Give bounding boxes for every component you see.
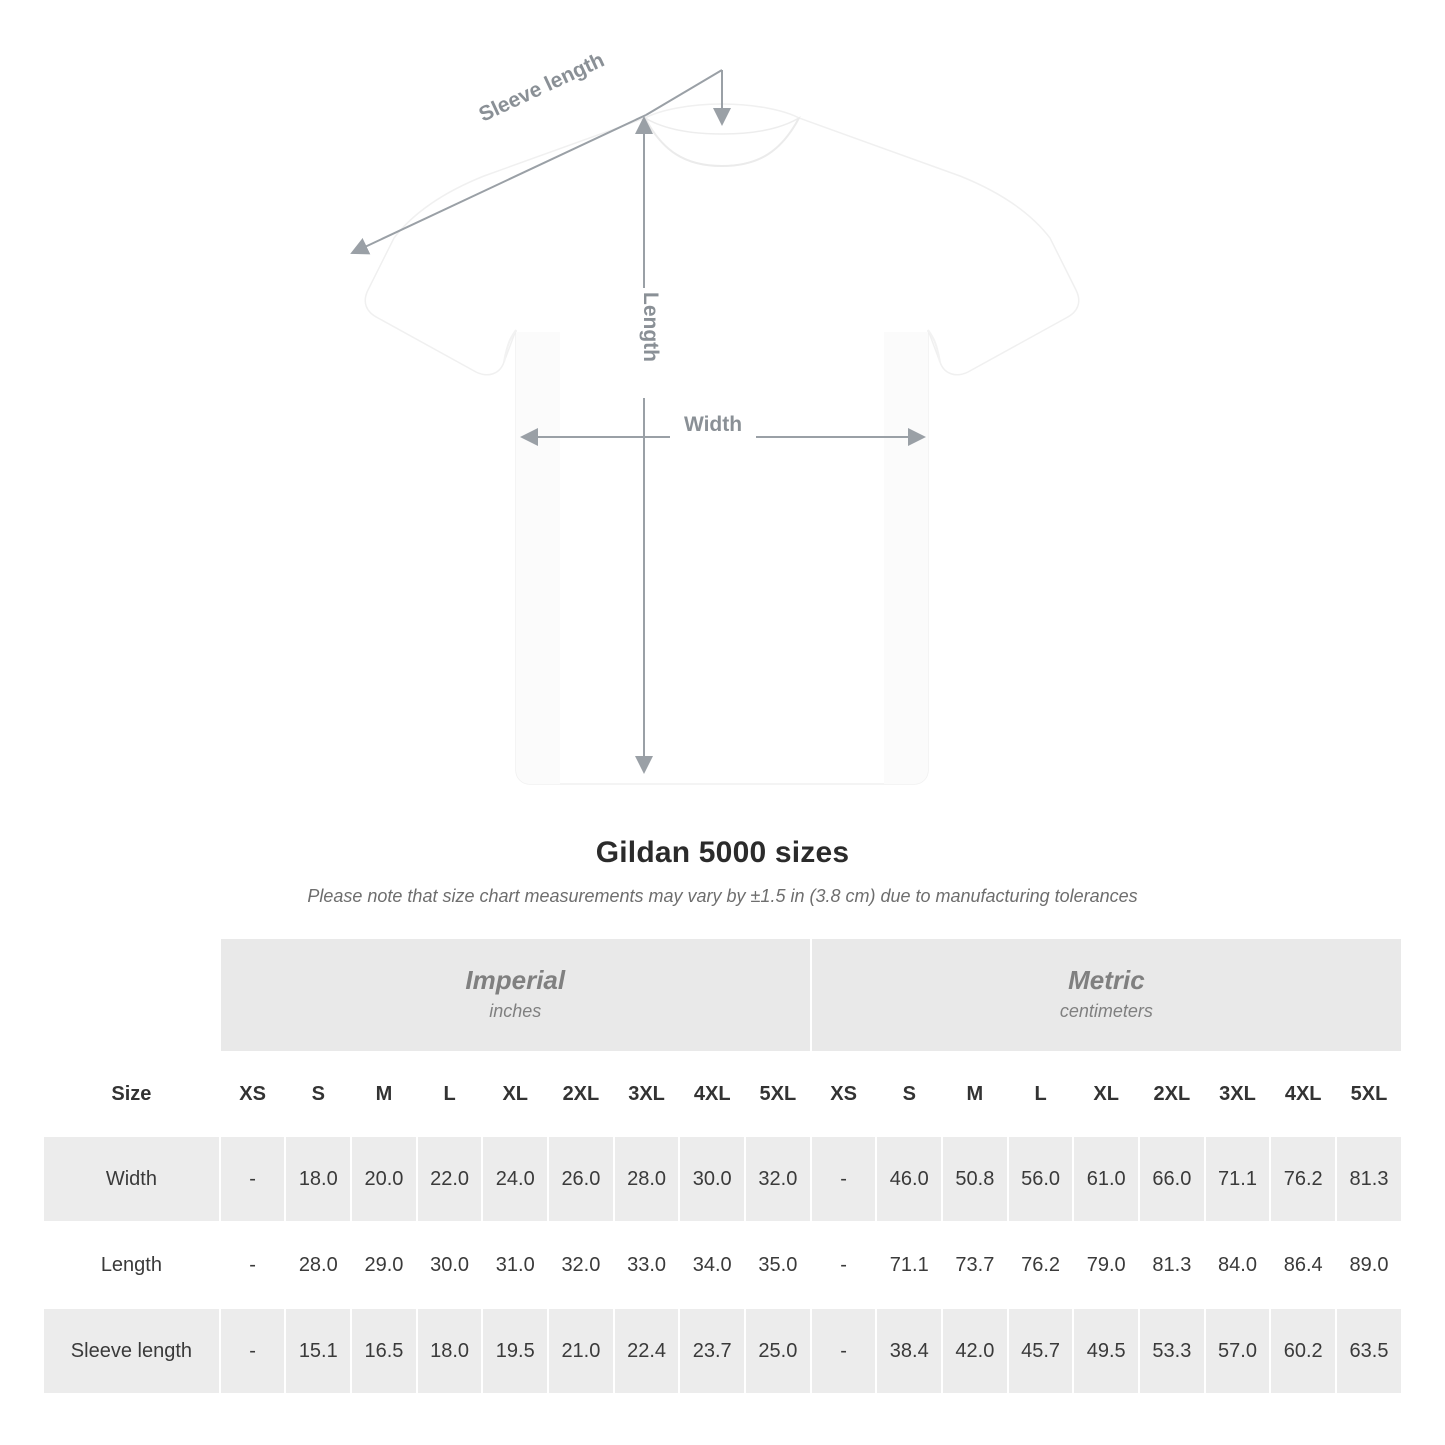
size-header-row bbox=[43, 1052, 1402, 1136]
table-row bbox=[43, 1222, 1402, 1308]
size-col-met-xl: XL bbox=[1073, 1052, 1139, 1136]
row-label-sleeve-length: Sleeve length bbox=[43, 1308, 220, 1394]
cell-sleeve-imp-2xl: 21.0 bbox=[548, 1308, 614, 1394]
unit-header-imperial bbox=[220, 938, 811, 1052]
measurement-note: Please note that size chart measurements may vary by ±1.5 in (3.8 cm) due to manufacturing tolerances bbox=[307, 886, 1138, 906]
size-table-wrapper bbox=[42, 937, 1403, 1395]
table-row bbox=[43, 1136, 1402, 1222]
cell-sleeve-met-4xl: 60.2 bbox=[1270, 1308, 1336, 1394]
cell-length-met-xl: 79.0 bbox=[1073, 1222, 1139, 1308]
size-col-imp-xl: XL bbox=[482, 1052, 548, 1136]
cell-width-met-l: 56.0 bbox=[1008, 1136, 1074, 1222]
cell-length-imp-4xl: 34.0 bbox=[679, 1222, 745, 1308]
size-col-imp-2xl: 2XL bbox=[548, 1052, 614, 1136]
cell-sleeve-imp-3xl: 22.4 bbox=[614, 1308, 680, 1394]
cell-length-met-l: 76.2 bbox=[1008, 1222, 1074, 1308]
cell-width-imp-xl: 24.0 bbox=[482, 1136, 548, 1222]
tshirt-shape bbox=[365, 104, 1079, 784]
cell-length-imp-l: 30.0 bbox=[417, 1222, 483, 1308]
cell-length-imp-xs: - bbox=[220, 1222, 286, 1308]
cell-sleeve-imp-s: 15.1 bbox=[285, 1308, 351, 1394]
unit-sub-metric: centimeters bbox=[1059, 1000, 1153, 1021]
cell-sleeve-imp-5xl: 25.0 bbox=[745, 1308, 811, 1394]
cell-sleeve-imp-l: 18.0 bbox=[417, 1308, 483, 1394]
cell-length-met-4xl: 86.4 bbox=[1270, 1222, 1336, 1308]
cell-sleeve-met-3xl: 57.0 bbox=[1205, 1308, 1271, 1394]
size-col-imp-s: S bbox=[285, 1052, 351, 1136]
row-label-width: Width bbox=[43, 1136, 220, 1222]
size-col-met-s: S bbox=[876, 1052, 942, 1136]
cell-length-met-s: 71.1 bbox=[876, 1222, 942, 1308]
size-col-imp-m: M bbox=[351, 1052, 417, 1136]
cell-length-imp-2xl: 32.0 bbox=[548, 1222, 614, 1308]
title-block bbox=[0, 836, 1445, 907]
size-col-met-5xl: 5XL bbox=[1336, 1052, 1402, 1136]
cell-sleeve-imp-m: 16.5 bbox=[351, 1308, 417, 1394]
unit-header-row bbox=[43, 938, 1402, 1052]
size-col-imp-5xl: 5XL bbox=[745, 1052, 811, 1136]
cell-length-imp-m: 29.0 bbox=[351, 1222, 417, 1308]
size-col-met-xs: XS bbox=[811, 1052, 877, 1136]
cell-width-met-5xl: 81.3 bbox=[1336, 1136, 1402, 1222]
cell-width-imp-xs: - bbox=[220, 1136, 286, 1222]
cell-width-imp-4xl: 30.0 bbox=[679, 1136, 745, 1222]
table-row bbox=[43, 1308, 1402, 1394]
page-title: Gildan 5000 sizes bbox=[595, 836, 850, 869]
cell-sleeve-imp-4xl: 23.7 bbox=[679, 1308, 745, 1394]
cell-sleeve-met-l: 45.7 bbox=[1008, 1308, 1074, 1394]
cell-sleeve-met-5xl: 63.5 bbox=[1336, 1308, 1402, 1394]
cell-length-imp-3xl: 33.0 bbox=[614, 1222, 680, 1308]
cell-length-imp-5xl: 35.0 bbox=[745, 1222, 811, 1308]
cell-sleeve-met-xs: - bbox=[811, 1308, 877, 1394]
cell-width-met-s: 46.0 bbox=[876, 1136, 942, 1222]
unit-header-spacer bbox=[43, 938, 220, 1052]
cell-sleeve-met-m: 42.0 bbox=[942, 1308, 1008, 1394]
size-header-label: Size bbox=[43, 1052, 220, 1136]
width-label: Width bbox=[683, 413, 743, 436]
cell-width-met-xs: - bbox=[811, 1136, 877, 1222]
row-label-length: Length bbox=[43, 1222, 220, 1308]
cell-sleeve-imp-xs: - bbox=[220, 1308, 286, 1394]
cell-width-met-3xl: 71.1 bbox=[1205, 1136, 1271, 1222]
length-label: Length bbox=[639, 292, 662, 362]
cell-width-met-m: 50.8 bbox=[942, 1136, 1008, 1222]
cell-sleeve-met-xl: 49.5 bbox=[1073, 1308, 1139, 1394]
cell-length-met-m: 73.7 bbox=[942, 1222, 1008, 1308]
size-col-met-m: M bbox=[942, 1052, 1008, 1136]
size-col-imp-l: L bbox=[417, 1052, 483, 1136]
cell-length-met-5xl: 89.0 bbox=[1336, 1222, 1402, 1308]
cell-width-met-4xl: 76.2 bbox=[1270, 1136, 1336, 1222]
cell-width-imp-5xl: 32.0 bbox=[745, 1136, 811, 1222]
cell-length-met-3xl: 84.0 bbox=[1205, 1222, 1271, 1308]
unit-name-imperial: Imperial bbox=[465, 965, 566, 996]
size-col-met-3xl: 3XL bbox=[1205, 1052, 1271, 1136]
size-col-imp-4xl: 4XL bbox=[679, 1052, 745, 1136]
cell-width-imp-m: 20.0 bbox=[351, 1136, 417, 1222]
cell-width-imp-3xl: 28.0 bbox=[614, 1136, 680, 1222]
size-col-met-l: L bbox=[1008, 1052, 1074, 1136]
unit-name-metric: Metric bbox=[1068, 965, 1145, 996]
cell-width-imp-2xl: 26.0 bbox=[548, 1136, 614, 1222]
cell-width-met-2xl: 66.0 bbox=[1139, 1136, 1205, 1222]
cell-length-imp-xl: 31.0 bbox=[482, 1222, 548, 1308]
cell-width-imp-l: 22.0 bbox=[417, 1136, 483, 1222]
cell-width-met-xl: 61.0 bbox=[1073, 1136, 1139, 1222]
cell-sleeve-met-s: 38.4 bbox=[876, 1308, 942, 1394]
cell-width-imp-s: 18.0 bbox=[285, 1136, 351, 1222]
size-col-met-4xl: 4XL bbox=[1270, 1052, 1336, 1136]
size-table bbox=[42, 937, 1403, 1395]
size-col-met-2xl: 2XL bbox=[1139, 1052, 1205, 1136]
cell-length-met-xs: - bbox=[811, 1222, 877, 1308]
cell-sleeve-met-2xl: 53.3 bbox=[1139, 1308, 1205, 1394]
cell-length-met-2xl: 81.3 bbox=[1139, 1222, 1205, 1308]
sleeve-length-label: Sleeve length bbox=[475, 48, 608, 127]
unit-sub-imperial: inches bbox=[489, 1000, 542, 1021]
cell-length-imp-s: 28.0 bbox=[285, 1222, 351, 1308]
size-col-imp-3xl: 3XL bbox=[614, 1052, 680, 1136]
size-col-imp-xs: XS bbox=[220, 1052, 286, 1136]
cell-sleeve-imp-xl: 19.5 bbox=[482, 1308, 548, 1394]
unit-header-metric bbox=[811, 938, 1402, 1052]
